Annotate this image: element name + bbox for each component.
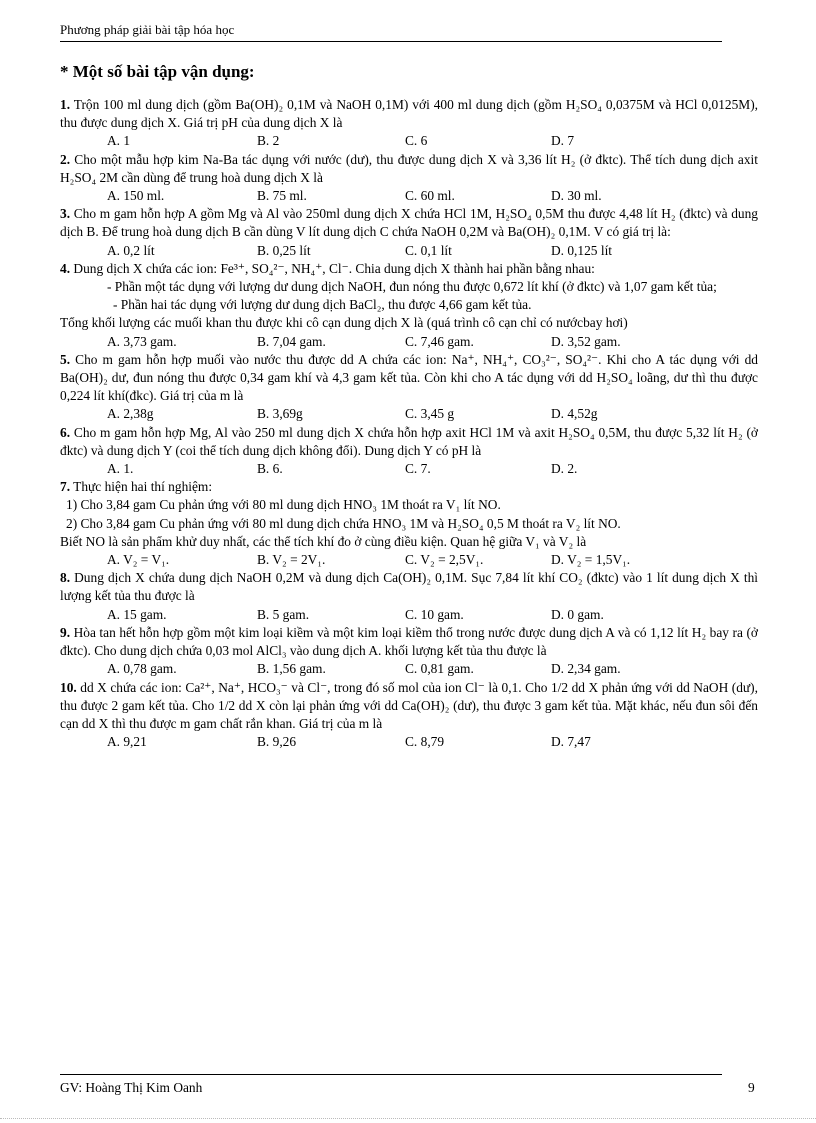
experiment-line: 2) Cho 3,84 gam Cu phản ứng với 80 ml dung dịch chứa HNO₃ 1M và H₂SO₄ 0,5 M thoát ra V₂ lít NO.: [66, 515, 621, 531]
answer-options: [60, 242, 758, 260]
answer-option: C. 7,46 gam.: [405, 333, 474, 349]
answer-option: A. 0,2 lít: [107, 242, 155, 258]
answer-option: A. V₂ = V₁.: [107, 552, 170, 568]
question-block: [60, 624, 758, 679]
question-body: Cho m gam hỗn hợp Mg, Al vào 250 ml dung dịch X chứa hỗn hợp axit HCl 1M và axit H₂SO₄ 0,5M, thu được 5,32 lít H₂ (ở đktc) và dung dịch Y (coi thể tích dung dịch không đổi). Dung dịch Y có pH là: [60, 424, 758, 458]
answer-option: D. 2.: [551, 461, 578, 477]
footer-divider: [60, 1074, 722, 1075]
answer-option: A. 3,73 gam.: [107, 333, 177, 349]
answer-options: [60, 551, 758, 569]
answer-option: D. 7: [551, 133, 575, 149]
answer-option: B. 5 gam.: [257, 606, 310, 622]
section-title: * Một số bài tập vận dụng:: [60, 62, 255, 81]
question-number: 5.: [60, 351, 71, 367]
answer-option: C. 10 gam.: [405, 606, 464, 622]
question-block: [60, 96, 758, 151]
answer-option: D. 0,125 lít: [551, 242, 613, 258]
question-body: Hòa tan hết hỗn hợp gồm một kim loại kiềm và một kim loại kiềm thổ trong nước được dung dịch A và có 1,12 lít H₂ bay ra (ở đktc). Cho dung dịch chứa 0,03 mol AlCl₃ vào dung dịch A. khối lượng kết tủa thu được là: [60, 624, 758, 659]
questions-list: [60, 96, 758, 751]
answer-options: [60, 460, 758, 478]
page-header: Phương pháp giải bài tập hóa học: [60, 22, 722, 42]
answer-options: [60, 606, 758, 624]
answer-option: C. 8,79: [405, 734, 445, 750]
answer-option: B. 3,69g: [257, 406, 303, 422]
question-text: [60, 569, 758, 605]
question-number: 1.: [60, 97, 71, 112]
answer-option: B. 9,26: [257, 734, 297, 750]
question-block: [60, 569, 758, 624]
question-number: 2.: [60, 151, 71, 167]
answer-options: [60, 333, 758, 351]
question-body: Dung dịch X chứa dung dịch NaOH 0,2M và dung dịch Ca(OH)₂ 0,1M. Sục 7,84 lít khí CO₂ (đktc) vào 1 lít dung dịch X thì lượng kết tủa thu được là: [60, 570, 758, 604]
question-block: [60, 351, 758, 424]
question-block: [60, 151, 758, 206]
question-block: [60, 679, 758, 752]
question-text: [60, 424, 758, 460]
question-body: Cho m gam hỗn hợp muối vào nước thu được dd A chứa các ion: Na⁺, NH₄⁺, CO₃²⁻, SO₄²⁻. Khi cho A tác dụng với dd Ba(OH)₂ dư, đun nóng thu được 0,34 gam khí và 4,3 gam kết tủa. Còn khi cho A tác dụng với dd H₂SO₄ loãng, dư thì thu được 0,224 lít khí(đkc). Giá trị của m là: [60, 351, 758, 404]
question-body: Dung dịch X chứa các ion: Fe³⁺, SO₄²⁻, NH₄⁺, Cl⁻. Chia dung dịch X thành hai phần bằng nhau:: [73, 260, 595, 276]
answer-option: D. 3,52 gam.: [551, 333, 621, 349]
answer-option: C. 3,45 g: [405, 406, 455, 422]
answer-option: A. 2,38g: [107, 406, 154, 422]
answer-options: [60, 733, 758, 751]
answer-option: B. 6.: [257, 461, 283, 477]
answer-option: A. 15 gam.: [107, 606, 167, 622]
answer-option: D. 7,47: [551, 734, 591, 750]
answer-option: C. 60 ml.: [405, 188, 455, 204]
question-number: 4.: [60, 260, 71, 276]
question-body: Cho m gam hỗn hợp A gồm Mg và Al vào 250ml dung dịch X chứa HCl 1M, H₂SO₄ 0,5M thu được 4,48 lít H₂ (đktc) và dung dịch B. Để trung hoà dung dịch B cần dùng V lít dung dịch C chứa NaOH 0,2M và Ba(OH)₂ 0,1M. V có giá trị là:: [60, 206, 758, 240]
question-prompt: Biết NO là sản phẩm khử duy nhất, các thể tích khí đo ở cùng điều kiện. Quan hệ giữa V₁ và V₂ là: [60, 533, 587, 549]
answer-option: B. V₂ = 2V₁.: [257, 552, 326, 568]
question-text: [60, 478, 758, 496]
answer-option: B. 1,56 gam.: [257, 661, 326, 677]
question-text: [60, 260, 758, 278]
question-number: 6.: [60, 424, 71, 440]
question-text: [60, 679, 758, 734]
question-body: dd X chứa các ion: Ca²⁺, Na⁺, HCO₃⁻ và Cl⁻, trong đó số mol của ion Cl⁻ là 0,1. Cho 1/2 dd X phản ứng với dd NaOH (dư), thu được 2 gam kết tủa. Cho 1/2 dd X còn lại phản ứng với dd Ca(OH)₂ (dư), thu được 3 gam kết tủa. Mặt khác, nếu đun sôi đến cạn dd X thì thu được m gam chất rắn khan. Giá trị của m là: [60, 679, 758, 731]
question-number: 3.: [60, 206, 71, 222]
answer-option: D. 30 ml.: [551, 188, 602, 204]
question-subpart: - Phần hai tác dụng với lượng dư dung dịch BaCl₂, thu được 4,66 gam kết tủa.: [113, 297, 532, 313]
answer-option: B. 7,04 gam.: [257, 333, 326, 349]
answer-option: D. 2,34 gam.: [551, 661, 621, 677]
question-text: [60, 351, 758, 406]
answer-option: B. 75 ml.: [257, 188, 307, 204]
answer-option: A. 0,78 gam.: [107, 661, 177, 677]
answer-option: D. V₂ = 1,5V₁.: [551, 552, 631, 568]
answer-option: D. 0 gam.: [551, 606, 604, 622]
question-prompt: Tổng khối lượng các muối khan thu được khi cô cạn dung dịch X là (quá trình cô cạn chỉ có nướcbay hơi): [60, 315, 628, 331]
question-number: 7.: [60, 479, 71, 495]
question-text: [60, 624, 758, 660]
answer-option: A. 1: [107, 133, 131, 149]
question-text: [60, 205, 758, 241]
question-number: 9.: [60, 624, 71, 640]
question-text: [60, 96, 758, 132]
page-number: 9: [748, 1080, 755, 1095]
question-block: [60, 205, 758, 260]
experiment-line: 1) Cho 3,84 gam Cu phản ứng với 80 ml dung dịch HNO₃ 1M thoát ra V₁ lít NO.: [66, 497, 501, 513]
question-body: Trộn 100 ml dung dịch (gồm Ba(OH)₂ 0,1M và NaOH 0,1M) với 400 ml dung dịch (gồm H₂SO₄ 0,0375M và HCl 0,0125M), thu được dung dịch X. Giá trị pH của dung dịch X là: [60, 97, 759, 131]
question-body: Thực hiện hai thí nghiệm:: [73, 479, 213, 495]
page-edge: [0, 1118, 816, 1119]
answer-option: C. 7.: [405, 461, 431, 477]
answer-option: B. 0,25 lít: [257, 242, 311, 258]
answer-option: C. V₂ = 2,5V₁.: [405, 552, 484, 568]
answer-options: [60, 660, 758, 678]
question-block: [60, 424, 758, 479]
answer-options: [60, 187, 758, 205]
answer-option: C. 0,1 lít: [405, 242, 452, 258]
answer-option: C. 0,81 gam.: [405, 661, 474, 677]
question-number: 8.: [60, 570, 71, 586]
answer-options: [60, 405, 758, 423]
question-block: [60, 478, 758, 569]
answer-option: A. 9,21: [107, 734, 147, 750]
question-subpart: - Phần một tác dụng với lượng dư dung dịch NaOH, đun nóng thu được 0,672 lít khí (ở đktc) và 1,07 gam kết tủa;: [107, 279, 717, 295]
question-body: Cho một mẫu hợp kim Na-Ba tác dụng với nước (dư), thu được dung dịch X và 3,36 lít H₂ (ở đktc). Thể tích dung dịch axit H₂SO₄ 2M cần dùng để trung hoà dung dịch X là: [60, 151, 758, 185]
answer-option: A. 150 ml.: [107, 188, 165, 204]
question-text: [60, 151, 758, 187]
question-number: 10.: [60, 679, 77, 695]
question-block: [60, 260, 758, 351]
answer-option: D. 4,52g: [551, 406, 598, 422]
footer-author: GV: Hoàng Thị Kim Oanh: [60, 1080, 203, 1095]
answer-option: C. 6: [405, 133, 428, 149]
answer-options: [60, 132, 758, 150]
answer-option: A. 1.: [107, 461, 134, 477]
answer-option: B. 2: [257, 133, 280, 149]
